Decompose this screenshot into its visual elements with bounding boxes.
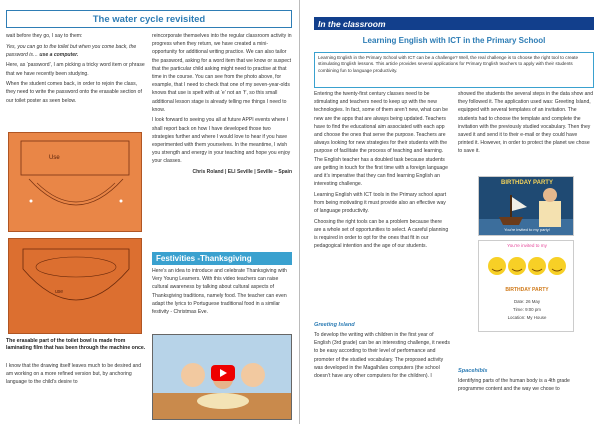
photo-caption: The erasable part of the toilet bowl is made from laminating film that has been through the machine once.: [6, 338, 146, 351]
svg-text:use: use: [55, 289, 64, 295]
left-col1-bottom: [6, 362, 146, 422]
poster1-title: BIRTHDAY PARTY: [501, 180, 553, 186]
toilet-bowl-photo: [8, 238, 142, 334]
left-col2: [152, 32, 292, 250]
thanksgiving-video[interactable]: [152, 334, 292, 420]
left-page-title: The water cycle revisited: [6, 10, 292, 28]
birthday-invitation-pirate: [478, 176, 574, 236]
poster2-time: Time: 9:00 pm: [513, 307, 541, 312]
poster2-place: Location: My House: [507, 315, 547, 320]
poster2-line1: You're invited to my: [507, 243, 547, 248]
paragraph: Learning English with ICT tools in the Primary school apart from being motivating it must provide also an effective way of language productivity.: [314, 191, 447, 215]
greeting-island-heading: Greeting Island: [314, 322, 355, 328]
bold-text: use a computer.: [39, 51, 79, 58]
paragraph: showed the students the several steps in the data show and they followed it. The application used was: Greeting Island, equipped with several templates of an invitation. The students had to choose the template and complete the invitation with the previously studied vocabulary. Then they saved it and send it to their e-mail or they could have printed it. However, in order to protect the planet we chose to save it.: [458, 91, 594, 155]
birthday-invitation-emoji: [478, 240, 574, 332]
paragraph: When the student comes back, in order to rejoin the class, they need to write the password onto the erasable section of our toilet poster as seen below.: [6, 81, 142, 104]
section-header: In the classroom: [314, 17, 594, 30]
toilet-drawing-icon: [9, 133, 142, 232]
article-title: Learning English with ICT in the Primary School: [362, 36, 546, 45]
paragraph: I know that the drawing itself leaves much to be desired and am working on a more refined version but, by anchoring language to the child’s desire to: [6, 363, 142, 386]
paragraph: [6, 43, 146, 59]
paragraph: Entering the twenty-first century classes need to be stimulating and teachers need to keep up with the new technologies. In fact, some of them aren’t new, what can be new are the apps that are always being updated. Teachers have to find the educational aim associated with each app and choose the ones that serve the purpose. Teachers are always looking for new strategies for their students with the purpose of facilitate the process of teaching and learning. The English teacher has a doubled task because students are getting in touch for the first time with a foreign language and it’s imperative that they can find learning English an interesting challenge.: [314, 91, 448, 188]
svg-text:Use: Use: [49, 155, 60, 161]
right-col1-bottom: [314, 331, 450, 421]
emoji-faces-icon: [479, 251, 574, 281]
festivities-text-block: [152, 267, 292, 331]
paragraph: Here’s an idea to introduce and celebrate Thanksgiving with Very Young Learners. With this video teachers can raise cultural awareness by talking about cultural aspects of Thanksgiving traditions, namely food. The teacher can even adapt the lyrics to Portuguese traditional food in a similar festivity - Christmas Eve.: [152, 268, 287, 316]
paragraph: I look forward to seeing you all at future APPI events where I shall report back on how I have developed those two strategies further and where I would love to hear if you have experimented with them yourselves. In the meantime, I wish you strength and energy in your teaching and hope you enjoy your classes.: [152, 117, 291, 165]
paragraph: Here, as ‘password’, I am picking a tricky word item or phrase that we have recently been studying.: [6, 62, 145, 77]
right-col2-top: [458, 90, 594, 172]
spacehibls-heading: Spacehibls: [458, 368, 488, 374]
paragraph: reincorporate themselves into the regular classroom activity in progress when they return, we have created a mini-opportunity for additional writing practice. We can also tailor the password, asking for a word item that we know or suspect that the particular child asking might need to practise at that time in the course. You can see from the photo above, for example, that I need to check that one of my seven-year-olds knows that use is spelt with at ‘e’ not an ‘f’, so this small additional lesson stage is already telling me things I need to know.: [152, 33, 292, 113]
toilet-bowl-drawing-icon: [9, 239, 142, 334]
right-col1-top: [314, 90, 450, 334]
paragraph: Choosing the right tools can be a problem because there are a whole set of opportunities to select. A careful planning is required in order to opt for the ones that fit in our pedagogical intention and the age of our students.: [314, 218, 449, 250]
right-page: [300, 0, 600, 424]
right-col2-bottom: [458, 377, 594, 421]
author-signature: Chris Roland | ELI Seville | Seville – Spain: [192, 169, 292, 176]
paragraph: Identifying parts of the human body is a 4th grade programme content and the way we chose to: [458, 378, 570, 393]
paragraph: wait before they go, I say to them:: [6, 33, 83, 39]
play-icon: [220, 369, 227, 377]
toilet-poster-photo: [8, 132, 142, 232]
left-col1-top: [6, 32, 146, 132]
article-intro: [314, 52, 594, 88]
intro-text: Learning English in the Primary School with ICT can be a challenge? Well, the real challenge is to choose the right tool to create stimulating English lessons. This article provides several applications for Primary English teachers to apply with their students combining fun to language productivity.: [318, 55, 579, 73]
poster2-title: BIRTHDAY PARTY: [505, 287, 549, 293]
paragraph: To develop the writing with children in the first year of English (3rd grade) can be an interesting challenge, it needs to be easy according to their level of performance and promoter of the studied vocabulary. The proposed activity was developed in the Magalhães computers (the school doesn’t have any other computers for the children). I: [314, 332, 450, 380]
play-button[interactable]: [211, 365, 235, 381]
festivities-title: Festivities -Thanksgiving: [152, 252, 292, 265]
poster2-date: Date: 26 May: [513, 299, 541, 304]
poster1-line: You're invited to my party!: [504, 227, 550, 232]
italic-text: Yes, you can go to the toilet but when you come back, the password is…: [6, 43, 137, 58]
